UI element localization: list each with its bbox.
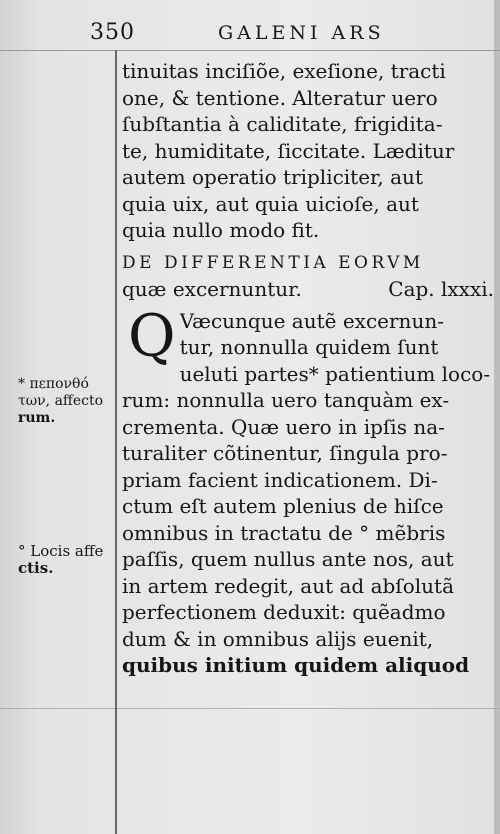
text-line: rum: nonnulla uero tanquàm ex-: [122, 388, 450, 412]
page-number: 350: [90, 20, 135, 45]
text-line: paſſis, quem nullus ante nos, aut: [122, 547, 454, 571]
chapter-heading: DE DIFFERENTIA EORVM: [122, 252, 424, 273]
text-line: quibus initium quidem aliquod: [122, 653, 470, 677]
text-line: ſubſtantia à caliditate, frigidita-: [122, 112, 443, 136]
margin-note-affectorum: [18, 376, 116, 427]
text-line: Væcunque autẽ excernun-: [179, 308, 444, 333]
text-line: ctum eſt autem plenius de hiſce: [122, 494, 444, 518]
margin-note-line: * πεπονθό: [18, 376, 89, 392]
main-text: [122, 58, 494, 679]
running-title: GALENI ARS: [218, 22, 385, 44]
margin-rule: [115, 50, 117, 834]
drop-cap: Q: [128, 301, 176, 370]
text-line: quia uix, aut quia uicioſe, aut: [122, 191, 419, 216]
text-line: quia nullo modo fit.: [122, 218, 320, 242]
text-line: te, humiditate, ſiccitate. Læditur: [122, 138, 455, 163]
header-rule: [0, 50, 500, 51]
margin-note-locis: [18, 543, 116, 577]
text-line: priam facient indicationem. Di-: [122, 467, 438, 492]
text-line: autem operatio tripliciter, aut: [122, 165, 423, 189]
text-line: crementa. Quæ uero in ipſis na-: [122, 414, 445, 439]
text-line: in artem redegit, aut ad abſolutã: [122, 573, 454, 598]
margin-note-line: ° Locis affe: [18, 542, 104, 560]
footer-rule: [0, 708, 500, 709]
text-line: tinuitas inciſiõe, exeſione, tracti: [122, 59, 446, 83]
chapter-paragraph: [122, 301, 494, 679]
text-line: dum & in omnibus alijs euenit,: [122, 626, 434, 651]
text-line: omnibus in tractatu de ° mẽbris: [122, 520, 446, 545]
text-line: one, & tentione. Alteratur uero: [122, 85, 438, 110]
margin-note-line: των, affecto: [18, 393, 104, 409]
subheading-text: quæ excernuntur.: [122, 276, 302, 301]
chapter-subheading: [122, 276, 494, 302]
margin-note-line: rum.: [18, 410, 56, 426]
chapter-number: Cap. lxxxi.: [388, 276, 494, 301]
text-line: turaliter cõtinentur, ſingula pro-: [122, 441, 448, 465]
text-line: tur, nonnulla quidem ſunt: [179, 335, 439, 359]
text-line: perfectionem deduxit: quẽadmo: [122, 600, 446, 624]
text-line: ueluti partes* patientium loco-: [179, 361, 491, 386]
page-header: [0, 20, 500, 48]
margin-note-line: ctis.: [18, 559, 54, 577]
